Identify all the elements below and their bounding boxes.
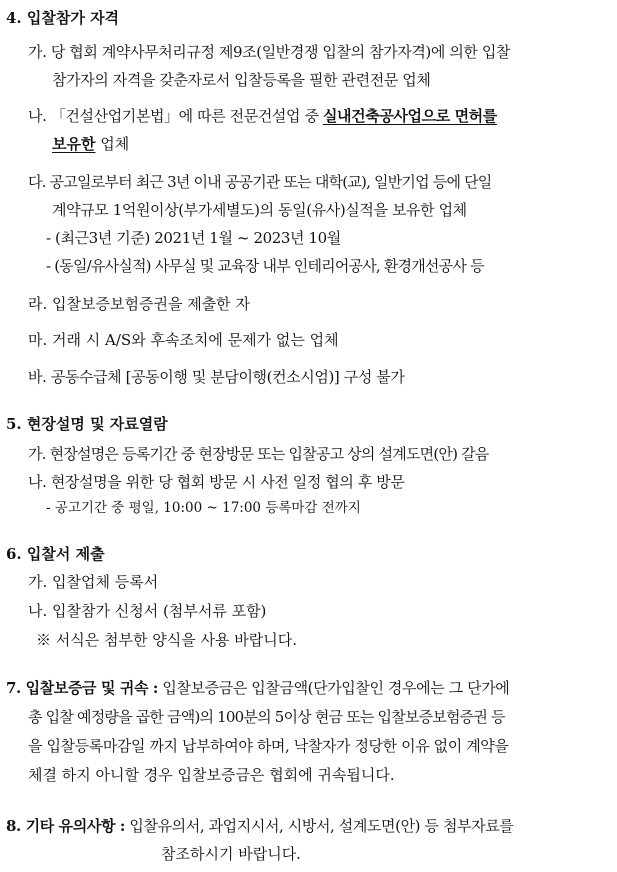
s4-item-da-sub1: - (최근3년 기준) 2021년 1월 ~ 2023년 10월 (46, 229, 341, 247)
s4-item-da-line2: 계약규모 1억원이상(부가세별도)의 동일(유사)실적을 보유한 업체 (52, 201, 467, 219)
section-8-title: 8. 기타 유의사항 : (6, 817, 126, 835)
s4-item-na-line1 (28, 106, 497, 126)
s4-item-da-sub2: - (동일/유사실적) 사무실 및 교육장 내부 인테리어공사, 환경개선공사 등 (46, 257, 484, 275)
s5-item-na-sub: - 공고기간 중 평일, 10:00 ~ 17:00 등록마감 전까지 (46, 500, 361, 516)
section-6-title: 6. 입찰서 제출 (6, 545, 105, 563)
s7-line3: 을 입찰등록마감일 까지 납부하여야 하며, 낙찰자가 정당한 이유 없이 계약을 (28, 737, 509, 755)
s7-line4: 체결 하지 아니할 경우 입찰보증금은 협회에 귀속됩니다. (28, 766, 395, 784)
s4-item-ba: 바. 공동수급체 [공동이행 및 분담이행(컨소시엄)] 구성 불가 (28, 368, 405, 386)
s4-item-na-line2 (52, 134, 129, 154)
s7-line2: 총 입찰 예정량을 곱한 금액)의 100분의 5이상 현금 또는 입찰보증보험증권 등 (28, 708, 505, 726)
section-4-title: 4. 입찰참가 자격 (6, 9, 120, 27)
s7-line1 (6, 678, 509, 698)
s4-item-ga-line1: 가. 당 협회 계약사무처리규정 제9조(일반경쟁 입찰의 참가자격)에 의한 입찰 (28, 43, 511, 61)
s5-item-na: 나. 현장설명을 위한 당 협회 방문 시 사전 일정 협의 후 방문 (28, 473, 405, 491)
s4-item-na-underlined: 실내건축공사업으로 면허를 (322, 107, 497, 125)
s4-item-na-underlined-2: 보유한 (52, 135, 96, 153)
s8-line1 (6, 816, 513, 836)
s6-item-na: 나. 입찰참가 신청서 (첨부서류 포함) (28, 602, 267, 620)
section-7-title: 7. 입찰보증금 및 귀속 : (6, 679, 159, 697)
s6-item-ga: 가. 입찰업체 등록서 (28, 573, 159, 591)
s4-item-da-line1: 다. 공고일로부터 최근 3년 이내 공공기관 또는 대학(교), 일반기업 등에 단일 (28, 173, 492, 191)
section-5-title: 5. 현장설명 및 자료열람 (6, 415, 168, 433)
s5-item-ga: 가. 현장설명은 등록기간 중 현장방문 또는 입찰공고 상의 설계도면(안) 갈음 (28, 445, 489, 463)
s4-item-ra: 라. 입찰보증보험증권을 제출한 자 (28, 295, 250, 313)
s7-line1-text: 입찰보증금은 입찰금액(단가입찰인 경우에는 그 단가에 (162, 679, 510, 697)
s4-item-na-text: 나. 「건설산업기본법」에 따른 전문건설업 중 (28, 107, 323, 125)
s6-note: ※ 서식은 첨부한 양식을 사용 바랍니다. (36, 631, 297, 649)
s8-line2: 참조하시기 바랍니다. (161, 845, 301, 863)
s4-item-ga-line2: 참가자의 자격을 갖춘자로서 입찰등록을 필한 관련전문 업체 (52, 71, 431, 89)
s4-item-ma: 마. 거래 시 A/S와 후속조치에 문제가 없는 업체 (28, 331, 339, 349)
s8-line1-text: 입찰유의서, 과업지시서, 시방서, 설계도면(안) 등 첨부자료를 (129, 817, 514, 835)
s4-item-na-tail: 업체 (95, 135, 130, 153)
